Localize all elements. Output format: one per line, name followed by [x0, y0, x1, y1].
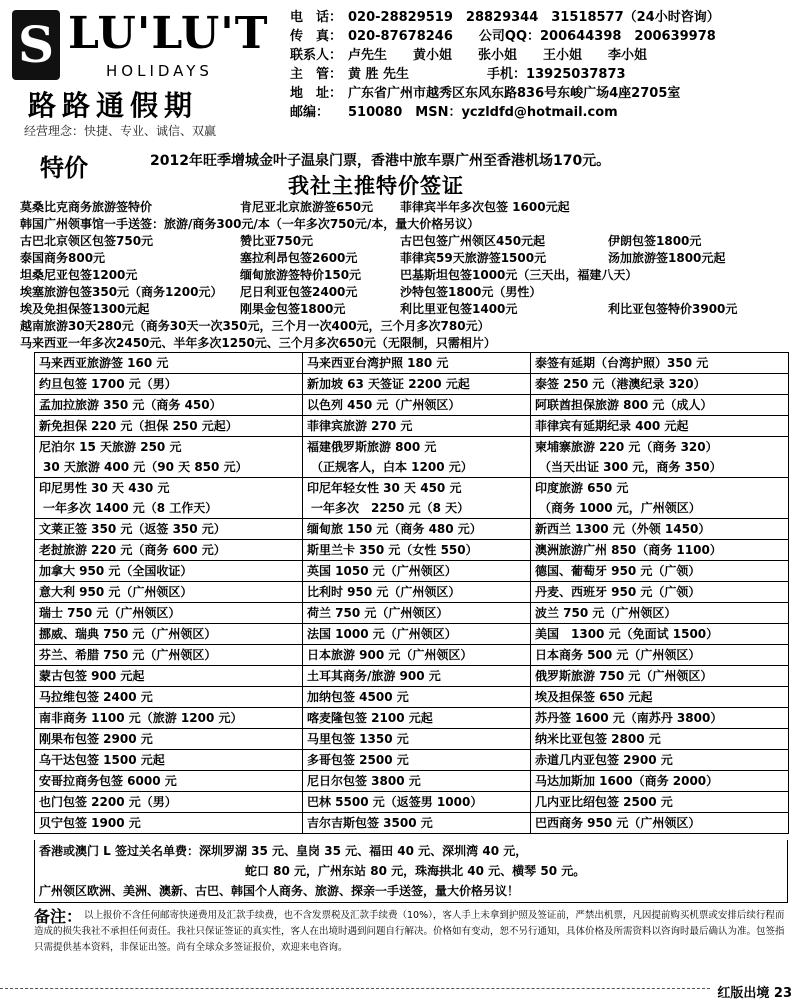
page-number: 红版出境 23	[717, 986, 792, 1001]
brand-name: LU'LU'T	[68, 8, 269, 59]
table-cell: 老挝旅游 220 元（商务 600 元）	[35, 540, 303, 561]
special-visa-item: 利比亚包签特价3900元	[608, 302, 738, 316]
special-visa-item: 巴基斯坦包签1000元（三天出，福建八天）	[400, 268, 638, 282]
table-row	[35, 813, 789, 834]
contact-label: 主 管：	[290, 67, 343, 82]
table-row	[35, 395, 789, 416]
special-visa-item: 韩国广州领事馆一手送签：旅游/商务300元/本（一年多次750元/本，量大价格另议）	[20, 217, 480, 231]
main-title: 我社主推特价签证	[288, 174, 464, 198]
contact-value: 广东省广州市越秀区东风东路836号东峻广场4座2705室	[348, 86, 681, 101]
contact-line	[290, 63, 626, 82]
table-cell: 挪威、瑞典 750 元（广州领区）	[35, 624, 303, 645]
contact-value: 510080 MSN：yczldfd@hotmail.com	[348, 105, 618, 120]
table-row	[35, 416, 789, 437]
table-cell: 比利时 950 元（广州领区）	[303, 582, 531, 603]
header	[0, 0, 800, 148]
table-cell: 马来西亚旅游签 160 元	[35, 353, 303, 374]
table-row	[35, 687, 789, 708]
table-cell: 泰签有延期（台湾护照）350 元	[531, 353, 789, 374]
table-cell-line: 印尼男性 30 天 430 元	[39, 481, 170, 495]
table-cell-line: 一年多次 1400 元（8 工作天）	[43, 501, 218, 515]
table-cell: 英国 1050 元（广州领区）	[303, 561, 531, 582]
table-cell: 马达加斯加 1600（商务 2000）	[531, 771, 789, 792]
footer-line: 香港或澳门 L 签过关名单费：深圳罗湖 35 元、皇岗 35 元、福田 40 元、深圳湾 40 元，	[39, 844, 528, 858]
special-visa-item: 塞拉利昂包签2600元	[240, 251, 358, 265]
contact-value: 020-28829519 28829344 31518577（24小时咨询）	[348, 10, 720, 25]
table-cell	[303, 437, 531, 478]
notes-label: 备注：	[34, 907, 83, 926]
visa-price-table	[34, 352, 789, 834]
logo-mark-icon	[12, 10, 60, 80]
table-row	[35, 582, 789, 603]
table-cell	[303, 478, 531, 519]
contact-label: 联系人：	[290, 48, 343, 63]
table-cell: 以色列 450 元（广州领区）	[303, 395, 531, 416]
table-row	[35, 540, 789, 561]
table-cell: 泰签 250 元（港澳纪录 320）	[531, 374, 789, 395]
table-cell: 俄罗斯旅游 750 元（广州领区）	[531, 666, 789, 687]
table-cell: 新加坡 63 天签证 2200 元起	[303, 374, 531, 395]
special-visa-item: 菲律宾59天旅游签1500元	[400, 251, 547, 265]
special-visa-item: 尼日利亚包签2400元	[240, 285, 358, 299]
contact-line	[290, 6, 720, 25]
brand-subtitle: HOLIDAYS	[106, 62, 213, 80]
footer-line: 广州领区欧洲、美洲、澳新、古巴、韩国个人商务、旅游、探亲一手送签，量大价格另议！	[39, 884, 520, 898]
table-cell: 美国 1300 元（免面试 1500）	[531, 624, 789, 645]
table-row	[35, 771, 789, 792]
table-row	[35, 519, 789, 540]
table-cell-line: 一年多次 2250 元（8 天）	[311, 501, 470, 515]
special-visa-item: 埃及免担保签1300元起	[20, 302, 150, 316]
table-cell	[531, 437, 789, 478]
table-cell: 日本商务 500 元（广州领区）	[531, 645, 789, 666]
table-cell: 荷兰 750 元（广州领区）	[303, 603, 531, 624]
table-row	[35, 603, 789, 624]
table-cell: 巴林 5500 元（返签男 1000）	[303, 792, 531, 813]
table-cell: 贝宁包签 1900 元	[35, 813, 303, 834]
table-cell: 马拉维包签 2400 元	[35, 687, 303, 708]
table-cell: 吉尔吉斯包签 3500 元	[303, 813, 531, 834]
table-cell: 加拿大 950 元（全国收证）	[35, 561, 303, 582]
table-row	[35, 792, 789, 813]
table-cell-line: （当天出证 300 元，商务 350）	[539, 460, 722, 474]
table-cell-line: （商务 1000 元，广州领区）	[539, 501, 701, 515]
special-visa-item: 沙特包签1800元（男性）	[400, 285, 542, 299]
special-visa-item: 肯尼亚北京旅游签650元	[240, 200, 374, 214]
table-cell: 丹麦、西班牙 950 元（广领）	[531, 582, 789, 603]
table-cell: 土耳其商务/旅游 900 元	[303, 666, 531, 687]
contact-label: 传 真：	[290, 29, 343, 44]
table-cell: 阿联酋担保旅游 800 元（成人）	[531, 395, 789, 416]
special-label: 特价	[40, 154, 88, 182]
table-cell: 多哥包签 2500 元	[303, 750, 531, 771]
table-cell: 巴西商务 950 元（广州领区）	[531, 813, 789, 834]
special-offer-line: 2012年旺季增城金叶子温泉门票，香港中旅车票广州至香港机场170元。	[150, 153, 611, 169]
table-cell: 新西兰 1300 元（外领 1450）	[531, 519, 789, 540]
special-visa-item: 坦桑尼亚包签1200元	[20, 268, 138, 282]
footer-box	[34, 840, 788, 903]
special-visa-item: 汤加旅游签1800元起	[608, 251, 726, 265]
table-row	[35, 708, 789, 729]
table-cell-line: 福建俄罗斯旅游 800 元	[307, 440, 437, 454]
table-cell: 菲律宾旅游 270 元	[303, 416, 531, 437]
table-cell: 马里包签 1350 元	[303, 729, 531, 750]
table-cell: 蒙古包签 900 元起	[35, 666, 303, 687]
notes-text: 以上报价不含任何邮寄快递费用及汇款手续费，也不含发票税及汇款手续费（10%），客人手上未拿到护照及签证前，严禁出机票，凡因提前购买机票或安排后续行程而造成的损失我社不承担任何责任。我社只保证签证的真实性，客人在出境时遇到问题自行解决。价格如有变动，恕不另行通知，具体价格及所需资料以咨询时最后确认为准。包签指只需提供基本资料，非保证出签。尚有全球众多签证报价，欢迎来电咨询。	[34, 910, 785, 953]
table-cell: 刚果布包签 2900 元	[35, 729, 303, 750]
special-banner	[0, 148, 800, 198]
contact-value: 卢先生 黄小姐 张小姐 王小姐 李小姐	[348, 48, 648, 63]
logo	[10, 6, 270, 88]
table-cell: 芬兰、希腊 750 元（广州领区）	[35, 645, 303, 666]
table-cell: 乌干达包签 1500 元起	[35, 750, 303, 771]
special-visa-item: 莫桑比克商务旅游签特价	[20, 200, 153, 214]
table-cell-line: 印尼年轻女性 30 天 450 元	[307, 481, 462, 495]
table-row	[35, 750, 789, 771]
table-cell-line: （正规客人，白本 1200 元）	[311, 460, 473, 474]
table-cell: 纳米比亚包签 2800 元	[531, 729, 789, 750]
contact-line	[290, 82, 680, 101]
table-cell: 马来西亚台湾护照 180 元	[303, 353, 531, 374]
table-row	[35, 374, 789, 395]
table-cell: 日本旅游 900 元（广州领区）	[303, 645, 531, 666]
table-cell: 缅甸旅 150 元（商务 480 元）	[303, 519, 531, 540]
table-cell-line: 印度旅游 650 元	[535, 481, 629, 495]
special-visa-item: 古巴包签广州领区450元起	[400, 234, 546, 248]
contact-line	[290, 25, 716, 44]
contact-line	[290, 44, 647, 63]
table-cell	[35, 478, 303, 519]
special-visa-item: 菲律宾半年多次包签 1600元起	[400, 200, 570, 214]
table-row	[35, 353, 789, 374]
table-cell: 新免担保 220 元（担保 250 元起）	[35, 416, 303, 437]
table-cell: 孟加拉旅游 350 元（商务 450）	[35, 395, 303, 416]
contact-value: 黄 胜 先生 手机：13925037873	[348, 67, 626, 82]
table-cell: 瑞士 750 元（广州领区）	[35, 603, 303, 624]
table-row	[35, 645, 789, 666]
logo-mark-letter: S	[18, 15, 55, 74]
table-cell: 法国 1000 元（广州领区）	[303, 624, 531, 645]
special-visa-item: 赞比亚750元	[240, 234, 314, 248]
table-cell-line: 尼泊尔 15 天旅游 250 元	[39, 440, 182, 454]
table-cell: 赤道几内亚包签 2900 元	[531, 750, 789, 771]
special-visa-item: 越南旅游30天280元（商务30天一次350元，三个月一次400元，三个月多次780元）	[20, 319, 490, 333]
table-cell: 苏丹签 1600 元（南苏丹 3800）	[531, 708, 789, 729]
table-cell: 南非商务 1100 元（旅游 1200 元）	[35, 708, 303, 729]
footer-line: 蛇口 80 元，广州东站 80 元，珠海拱北 40 元、横琴 50 元。	[245, 864, 586, 878]
table-cell: 几内亚比绍包签 2500 元	[531, 792, 789, 813]
table-cell: 加纳包签 4500 元	[303, 687, 531, 708]
table-cell: 安哥拉商务包签 6000 元	[35, 771, 303, 792]
special-visa-item: 马来西亚一年多次2450元、半年多次1250元、三个月多次650元（无限制，只需相片）	[20, 336, 496, 350]
table-cell: 喀麦隆包签 2100 元起	[303, 708, 531, 729]
contact-value: 020-87678246 公司QQ：200644398 200639978	[348, 29, 716, 44]
contact-label: 邮编：	[290, 105, 330, 120]
table-cell: 尼日尔包签 3800 元	[303, 771, 531, 792]
table-row	[35, 561, 789, 582]
table-row	[35, 666, 789, 687]
contact-line	[290, 101, 618, 120]
contact-label: 地 址：	[290, 86, 343, 101]
table-cell: 波兰 750 元（广州领区）	[531, 603, 789, 624]
table-cell: 意大利 950 元（广州领区）	[35, 582, 303, 603]
table-cell-line: 柬埔寨旅游 220 元（商务 320）	[535, 440, 718, 454]
company-name-cn: 路路通假期	[28, 89, 199, 122]
special-visa-item: 伊朗包签1800元	[608, 234, 702, 248]
special-visa-item: 缅甸旅游签特价150元	[240, 268, 362, 282]
table-cell: 菲律宾有延期纪录 400 元起	[531, 416, 789, 437]
table-cell: 文莱正签 350 元（返签 350 元）	[35, 519, 303, 540]
table-row	[35, 437, 789, 478]
table-cell: 约旦包签 1700 元（男）	[35, 374, 303, 395]
special-visa-item: 古巴北京领区包签750元	[20, 234, 154, 248]
table-cell: 斯里兰卡 350 元（女性 550）	[303, 540, 531, 561]
table-cell: 埃及担保签 650 元起	[531, 687, 789, 708]
tagline: 经营理念：快捷、专业、诚信、双赢	[24, 124, 217, 138]
table-cell	[35, 437, 303, 478]
table-cell-line: 30 天旅游 400 元（90 天 850 元）	[43, 460, 248, 474]
table-cell: 也门包签 2200 元（男）	[35, 792, 303, 813]
page-divider	[0, 988, 710, 989]
special-visa-item: 泰国商务800元	[20, 251, 106, 265]
special-visa-item: 利比里亚包签1400元	[400, 302, 518, 316]
table-row	[35, 478, 789, 519]
table-cell: 澳洲旅游广州 850（商务 1100）	[531, 540, 789, 561]
table-row	[35, 729, 789, 750]
table-cell: 德国、葡萄牙 950 元（广领）	[531, 561, 789, 582]
special-visa-item: 刚果金包签1800元	[240, 302, 346, 316]
special-visa-item: 埃塞旅游包签350元（商务1200元）	[20, 285, 223, 299]
contact-label: 电 话：	[290, 10, 343, 25]
table-row	[35, 624, 789, 645]
table-cell	[531, 478, 789, 519]
